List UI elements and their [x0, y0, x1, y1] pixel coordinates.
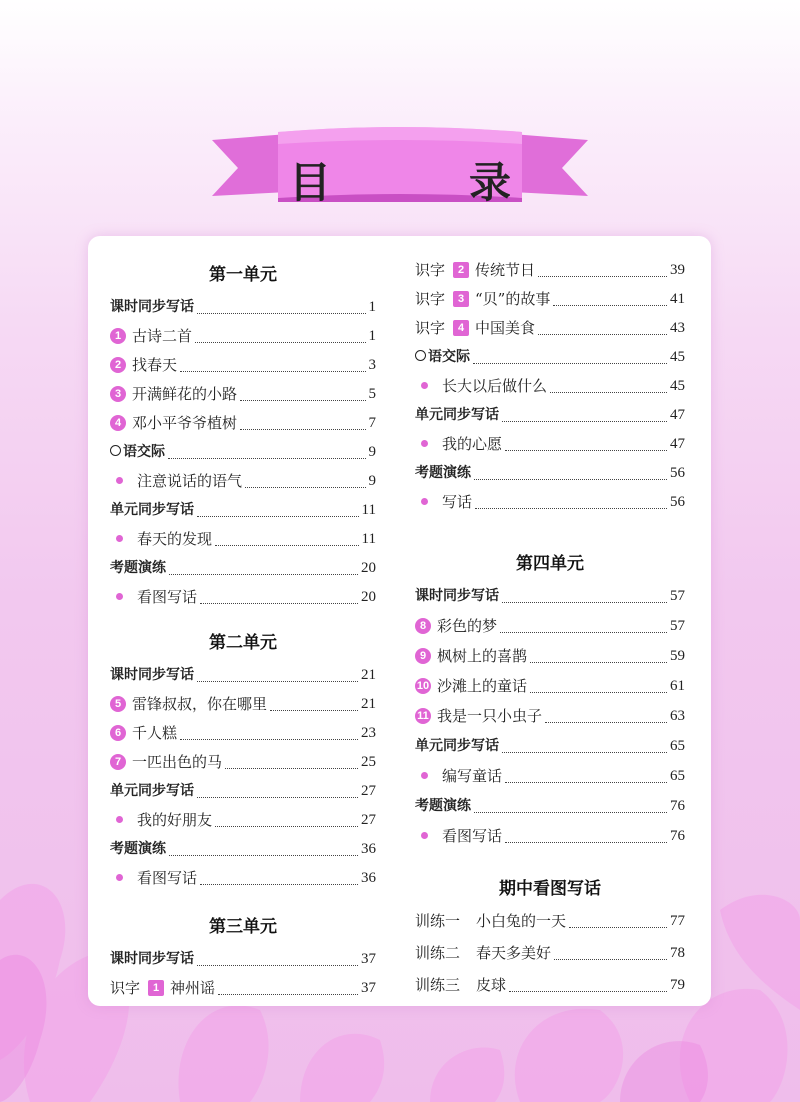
toc-entry[interactable]: 春天的发现 11 — [110, 526, 376, 552]
lesson-number-badge: 9 — [415, 648, 431, 664]
toc-entry[interactable]: 9 枫树上的喜鹊 59 — [415, 643, 685, 669]
unit-heading: 第二单元 — [209, 633, 277, 653]
toc-entry[interactable]: 单元同步写话 65 — [415, 738, 685, 754]
bullet-icon — [421, 440, 428, 447]
toc-entry[interactable]: 训练二 春天多美好 78 — [415, 944, 685, 962]
bullet-icon — [116, 535, 123, 542]
toc-entry[interactable]: 考题演练 56 — [415, 465, 685, 481]
bullet-icon — [116, 593, 123, 600]
toc-entry[interactable]: 考题演练 76 — [415, 798, 685, 814]
toc-entry[interactable]: 10 沙滩上的童话 61 — [416, 677, 685, 695]
toc-entry[interactable]: 课时同步写话 1 — [110, 299, 376, 315]
toc-entry[interactable]: 语交际 45 — [415, 344, 685, 370]
unit-heading: 期中看图写话 — [499, 879, 601, 899]
lesson-number-badge: 11 — [415, 708, 431, 724]
toc-entry[interactable]: 训练一 小白兔的一天 77 — [415, 912, 685, 930]
lesson-number-badge: 10 — [416, 680, 430, 692]
toc-entry[interactable]: 考题演练 36 — [110, 841, 376, 857]
lesson-number-badge: 4 — [110, 415, 126, 431]
unit-heading: 第三单元 — [209, 917, 277, 937]
toc-entry[interactable]: 识字 4 中国美食 43 — [415, 319, 685, 337]
toc-entry[interactable]: 8 彩色的梦 57 — [415, 613, 685, 639]
lesson-number-badge: 2 — [453, 262, 469, 278]
lesson-number-badge: 6 — [110, 725, 126, 741]
toc-entry[interactable]: 训练三 皮球 79 — [415, 976, 685, 994]
toc-entry[interactable]: 语交际 9 — [110, 439, 376, 465]
title-char-2: 录 — [468, 158, 511, 207]
unit-heading: 第四单元 — [516, 554, 584, 574]
toc-entry[interactable]: 识字 2 传统节日 39 — [415, 261, 685, 279]
lesson-number-badge: 7 — [110, 754, 126, 770]
toc-entry[interactable]: 课时同步写话 57 — [415, 588, 685, 604]
page-title — [280, 150, 520, 210]
toc-entry[interactable]: 5 雷锋叔叔，你在哪里 21 — [110, 691, 376, 717]
bullet-icon — [116, 477, 123, 484]
toc-entry[interactable]: 单元同步写话 11 — [110, 502, 376, 518]
toc-entry[interactable]: 看图写话 20 — [110, 584, 376, 610]
lesson-number-badge: 2 — [110, 357, 126, 373]
title-char-1: 目 — [288, 158, 331, 207]
bullet-icon — [421, 498, 428, 505]
lesson-number-badge: 3 — [453, 291, 469, 307]
bullet-icon — [421, 832, 428, 839]
lesson-number-badge: 3 — [110, 386, 126, 402]
mouth-circle-icon — [415, 350, 426, 361]
toc-entry[interactable]: 考题演练 20 — [110, 560, 376, 576]
lesson-number-badge: 1 — [110, 328, 126, 344]
toc-entry[interactable]: 3 开满鲜花的小路 5 — [110, 381, 376, 407]
toc-entry[interactable]: 看图写话 36 — [110, 865, 376, 891]
toc-entry[interactable]: 识字 3 “贝”的故事 41 — [415, 290, 685, 308]
toc-entry[interactable]: 课时同步写话 21 — [110, 667, 376, 683]
toc-entry[interactable]: 识字 1 神州谣 37 — [110, 979, 376, 997]
toc-entry[interactable]: 4 邓小平爷爷植树 7 — [110, 410, 376, 436]
bullet-icon — [421, 772, 428, 779]
toc-entry[interactable]: 6 千人糕 23 — [110, 720, 376, 746]
toc-entry[interactable]: 注意说话的语气 9 — [110, 468, 376, 494]
lesson-number-badge: 1 — [148, 980, 164, 996]
bullet-icon — [116, 874, 123, 881]
toc-entry[interactable]: 课时同步写话 37 — [110, 951, 376, 967]
mouth-circle-icon — [110, 445, 121, 456]
toc-entry[interactable]: 写话 56 — [415, 489, 685, 515]
toc-entry[interactable]: 7 一匹出色的马 25 — [110, 749, 376, 775]
toc-entry[interactable]: 2 找春天 3 — [110, 352, 376, 378]
toc-entry[interactable]: 编写童话 65 — [415, 763, 685, 789]
toc-entry[interactable]: 单元同步写话 27 — [110, 783, 376, 799]
lesson-number-badge: 8 — [415, 618, 431, 634]
toc-entry[interactable]: 看图写话 76 — [415, 823, 685, 849]
toc-entry[interactable]: 我的好朋友 27 — [110, 807, 376, 833]
unit-heading: 第一单元 — [209, 265, 277, 285]
toc-entry[interactable]: 11 我是一只小虫子 63 — [415, 703, 685, 729]
toc-card — [88, 236, 711, 1006]
lesson-number-badge: 5 — [110, 696, 126, 712]
bullet-icon — [116, 816, 123, 823]
lesson-number-badge: 4 — [453, 320, 469, 336]
toc-entry[interactable]: 长大以后做什么 45 — [415, 373, 685, 399]
bullet-icon — [421, 382, 428, 389]
toc-entry[interactable]: 1 古诗二首 1 — [110, 323, 376, 349]
toc-entry[interactable]: 单元同步写话 47 — [415, 407, 685, 423]
toc-entry[interactable]: 我的心愿 47 — [415, 431, 685, 457]
